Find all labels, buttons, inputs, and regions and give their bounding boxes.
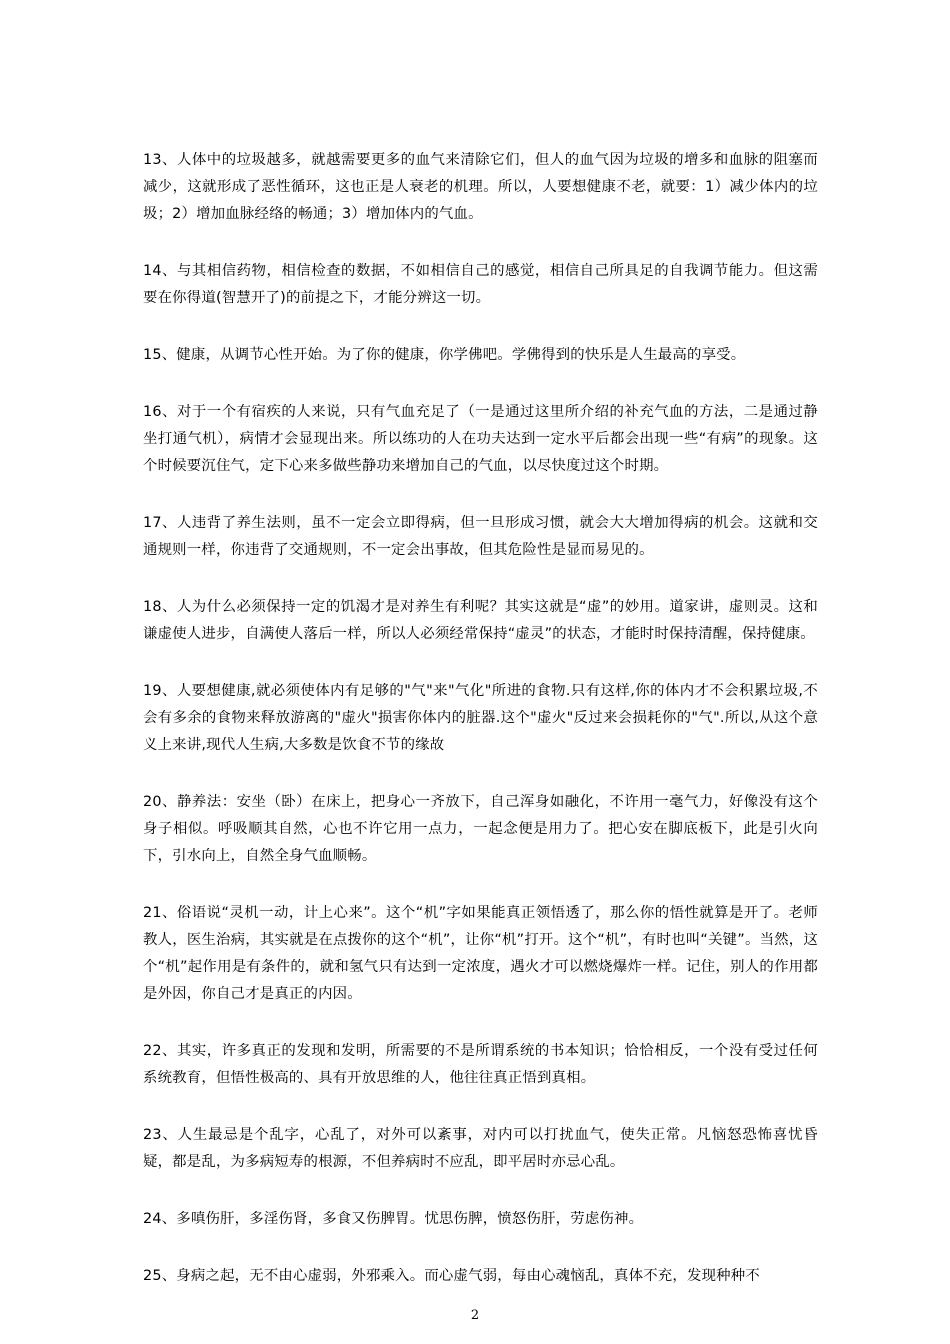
paragraph-15: 15、健康，从调节心性开始。为了你的健康，你学佛吧。学佛得到的快乐是人生最高的享受。 (143, 347, 746, 363)
paragraph-19: 19、人要想健康,就必须使体内有足够的"气"来"气化"所进的食物.只有这样,你的体内才不会积累垃圾,不会有多余的食物来释放游离的"虚火"损害你体内的脏器.这个"虚火"反过来会损耗你的"气".所以,从这个意义上来讲,现代人生病,大多数是饮食不节的缘故 (143, 683, 818, 753)
paragraph-24: 24、多嗔伤肝，多淫伤肾，多食又伤脾胃。忧思伤脾，愤怒伤肝，劳虑伤神。 (143, 1211, 644, 1227)
paragraph-16: 16、对于一个有宿疾的人来说，只有气血充足了（一是通过这里所介绍的补充气血的方法，二是通过静坐打通气机），病情才会显现出来。所以练功的人在功夫达到一定水平后都会出现一些“有病”的现象。这个时候要沉住气，定下心来多做些静功来增加自己的气血，以尽快度过这个时期。 (143, 404, 818, 474)
paragraph-20: 20、静养法：安坐（卧）在床上，把身心一齐放下，自己浑身如融化，不许用一毫气力，好像没有这个身子相似。呼吸顺其自然，心也不许它用一点力，一起念便是用力了。把心安在脚底板下，此是引火向下，引水向上，自然全身气血顺畅。 (143, 794, 818, 864)
paragraph-13: 13、人体中的垃圾越多，就越需要更多的血气来清除它们，但人的血气因为垃圾的增多和血脉的阻塞而减少，这就形成了恶性循环，这也正是人衰老的机理。所以，人要想健康不老，就要：1）减少体内的垃圾；2）增加血脉经络的畅通；3）增加体内的气血。 (143, 152, 818, 222)
paragraph-14: 14、与其相信药物，相信检查的数据，不如相信自己的感觉，相信自己所具足的自我调节能力。但这需要在你得道(智慧开了)的前提之下，才能分辨这一切。 (143, 263, 818, 306)
paragraph-23: 23、人生最忌是个乱字，心乱了，对外可以紊事，对内可以打扰血气，使失正常。凡恼怒恐怖喜忧昏疑，都是乱，为多病短寿的根源，不但养病时不应乱，即平居时亦忌心乱。 (143, 1127, 818, 1170)
paragraph-21: 21、俗语说“灵机一动，计上心来”。这个“机”字如果能真正领悟透了，那么你的悟性就算是开了。老师教人，医生治病，其实就是在点拨你的这个“机”，让你“机”打开。这个“机”，有时也叫“关键”。当然，这个“机”起作用是有条件的，就和氢气只有达到一定浓度，遇火才可以燃烧爆炸一样。记住，别人的作用都是外因，你自己才是真正的内因。 (143, 905, 818, 1002)
page-number: 2 (470, 1308, 480, 1323)
paragraph-25: 25、身病之起，无不由心虚弱，外邪乘入。而心虚气弱，每由心魂恼乱，真体不充，发现种种不 (143, 1268, 760, 1284)
paragraph-17: 17、人违背了养生法则，虽不一定会立即得病，但一旦形成习惯，就会大大增加得病的机会。这就和交通规则一样，你违背了交通规则，不一定会出事故，但其危险性是显而易见的。 (143, 515, 818, 558)
paragraph-22: 22、其实，许多真正的发现和发明，所需要的不是所谓系统的书本知识；恰恰相反，一个没有受过任何系统教育，但悟性极高的、具有开放思维的人，他往往真正悟到真相。 (143, 1043, 818, 1086)
paragraph-18: 18、人为什么必须保持一定的饥渴才是对养生有利呢？其实这就是“虚”的妙用。道家讲，虚则灵。这和谦虚使人进步，自满使人落后一样，所以人必须经常保持“虚灵”的状态，才能时时保持清醒，保持健康。 (143, 599, 818, 642)
document-body (143, 147, 818, 1320)
